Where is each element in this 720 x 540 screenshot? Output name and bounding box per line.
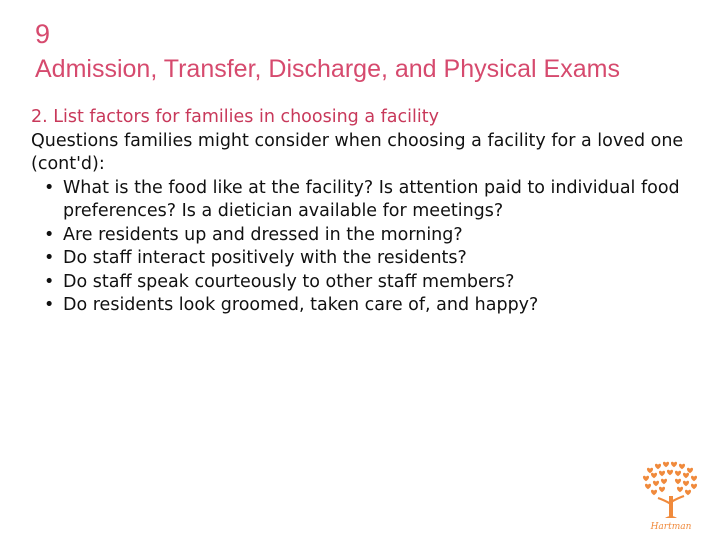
intro-text: Questions families might consider when choosing a facility for a loved one (cont'd):: [31, 130, 684, 174]
list-item: [31, 177, 703, 224]
bullet-text: Do residents look groomed, taken care of, and happy?: [63, 295, 539, 315]
hartman-logo: [636, 458, 706, 532]
list-item: [31, 294, 703, 318]
learning-objective: 2. List factors for families in choosing a facility: [31, 107, 439, 127]
chapter-number: 9: [35, 19, 51, 49]
bullet-list: [31, 177, 703, 318]
bullet-text: Do staff speak courteously to other staff members?: [63, 271, 515, 292]
bullet-icon: •: [44, 295, 55, 315]
bullet-text: Do staff interact positively with the residents?: [63, 248, 467, 268]
chapter-title: Admission, Transfer, Discharge, and Physical Exams: [35, 55, 620, 83]
bullet-icon: •: [44, 248, 55, 268]
bullet-text: What is the food like at the facility? Is attention paid to individual food preferences? Is a dietician available for meetings?: [63, 177, 680, 221]
bullet-icon: •: [44, 271, 55, 292]
list-item: [31, 247, 703, 271]
logo-text: Hartman: [650, 522, 692, 532]
list-item: [31, 224, 703, 248]
bullet-icon: •: [44, 177, 55, 198]
bullet-icon: •: [44, 224, 55, 245]
bullet-text: Are residents up and dressed in the morning?: [63, 224, 463, 245]
heart-tree-logo-icon: [636, 458, 706, 532]
list-item: [31, 271, 703, 295]
slide-content: [31, 106, 703, 318]
